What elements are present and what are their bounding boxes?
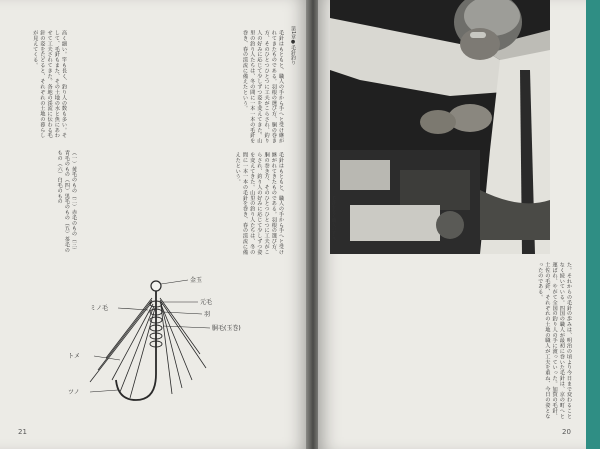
label-head: 金玉	[190, 277, 203, 284]
book-cover-edge	[586, 0, 600, 449]
photo-image	[330, 0, 550, 254]
head-bead	[151, 281, 161, 291]
photo-caption: 毛針を巻く職人の手元	[331, 196, 336, 240]
fly-diagram	[60, 262, 260, 412]
main-text-lower: 毛針はもともと、職人の手から手へと受け継がれてきたものである。羽根の選び方、胴の巻き方、そのひとつひとつに工夫がこらされ、釣り人の好みに応じて少しずつ姿を変えてきた。山里の釣り人たちは、冬の間に一本一本の毛針を巻き、春の渓流に備えたという。	[234, 152, 284, 255]
label-bend: ツノ	[68, 389, 80, 396]
right-main-text: た。それからの毛針の歩みは、明治の頃より今日まで変わることなく続いている。四国の職人が最初に巻いた毛針は、京の町へと運ばれ、やがて全国の釣り人の手に渡っていった。加賀の毛針、土佐の毛針、それぞれの土地の職人が工夫を重ね、今日の姿となったのである。	[537, 262, 572, 419]
left-page-number: 21	[18, 428, 27, 436]
hackle-fibers	[90, 298, 206, 398]
list-text-block: （一）黄毛のもの（二）赤毛のもの（三）青毛のもの（四）黒毛のもの（五）茶毛のもの（六）白毛のもの	[56, 150, 77, 253]
label-body: 胴毛(玉巻)	[212, 325, 241, 332]
label-tail: ミノ毛	[90, 305, 109, 312]
main-text-upper: 毛針はもともと、職人の手から手へと受け継がれてきたものである。羽根の選び方、胴の巻き方、そのひとつひとつに工夫がこらされ、釣り人の好みに応じて少しずつ姿を変えてきた。山里の釣り人たちは、冬の間に一本一本の毛針を巻き、春の渓流に備えたという。	[241, 30, 284, 144]
label-hook: トメ	[68, 353, 80, 360]
intro-text-block: 高く細い。竿も長く、釣り人の数も多い。そして、毛針もまた、その土地の水と魚にあわせて工夫されてきた。各地の渓流に伝わる毛針の姿をたどると、それぞれの土地の暮らしが見えてくる。	[32, 30, 67, 138]
chapter-header: 第1章●毛針釣り	[290, 26, 296, 66]
label-wing: 羽	[204, 311, 211, 318]
label-hackle: 元毛	[200, 299, 213, 306]
right-page-number: 20	[562, 428, 571, 436]
craftsman-photo	[330, 0, 550, 254]
